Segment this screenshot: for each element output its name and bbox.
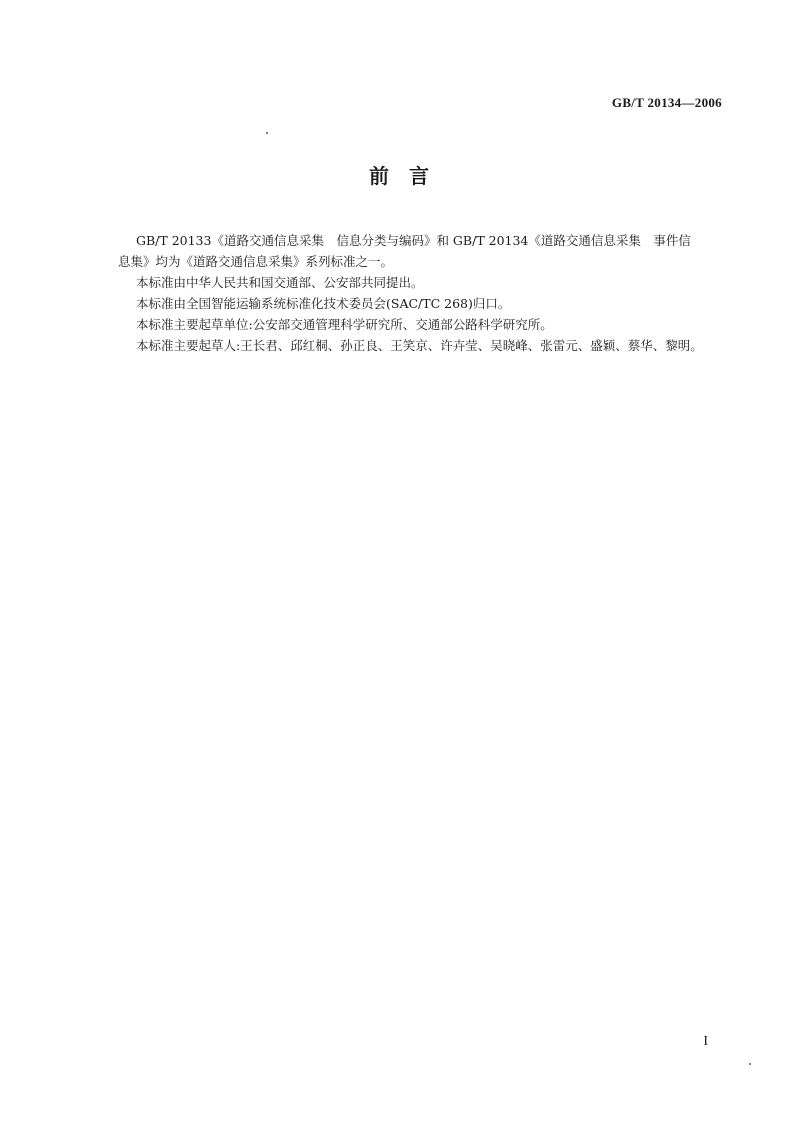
page-number: I — [703, 1034, 708, 1049]
paragraph-under-jurisdiction — [118, 293, 730, 314]
paragraph-line: 本标准主要起草人:王长君、邱红桐、孙正良、王笑京、许卉莹、吴晓峰、张雷元、盛颖、蔡华、黎明。 — [136, 338, 703, 353]
paragraph-line: 本标准由全国智能运输系统标准化技术委员会(SAC/TC 268)归口。 — [136, 296, 511, 311]
paragraph-series-note — [118, 230, 730, 272]
paragraph-line: 本标准主要起草单位:公安部交通管理科学研究所、交通部公路科学研究所。 — [136, 317, 553, 332]
paragraph-line: 本标准由中华人民共和国交通部、公安部共同提出。 — [136, 275, 424, 290]
paragraph-proposed-by — [118, 272, 730, 293]
paragraph-drafting-units — [118, 314, 730, 335]
paragraph-line: 息集》均为《道路交通信息采集》系列标准之一。 — [118, 254, 394, 269]
page-title: 前 言 — [369, 164, 429, 188]
paragraph-line: GB/T 20133《道路交通信息采集 信息分类与编码》和 GB/T 20134《道路交通信息采集 事件信 — [136, 233, 691, 248]
standard-code: GB/T 20134—2006 — [611, 95, 722, 110]
scan-speck — [266, 132, 268, 134]
scan-speck — [749, 1063, 751, 1065]
paragraph-drafters — [118, 335, 730, 356]
foreword-body — [118, 230, 730, 356]
